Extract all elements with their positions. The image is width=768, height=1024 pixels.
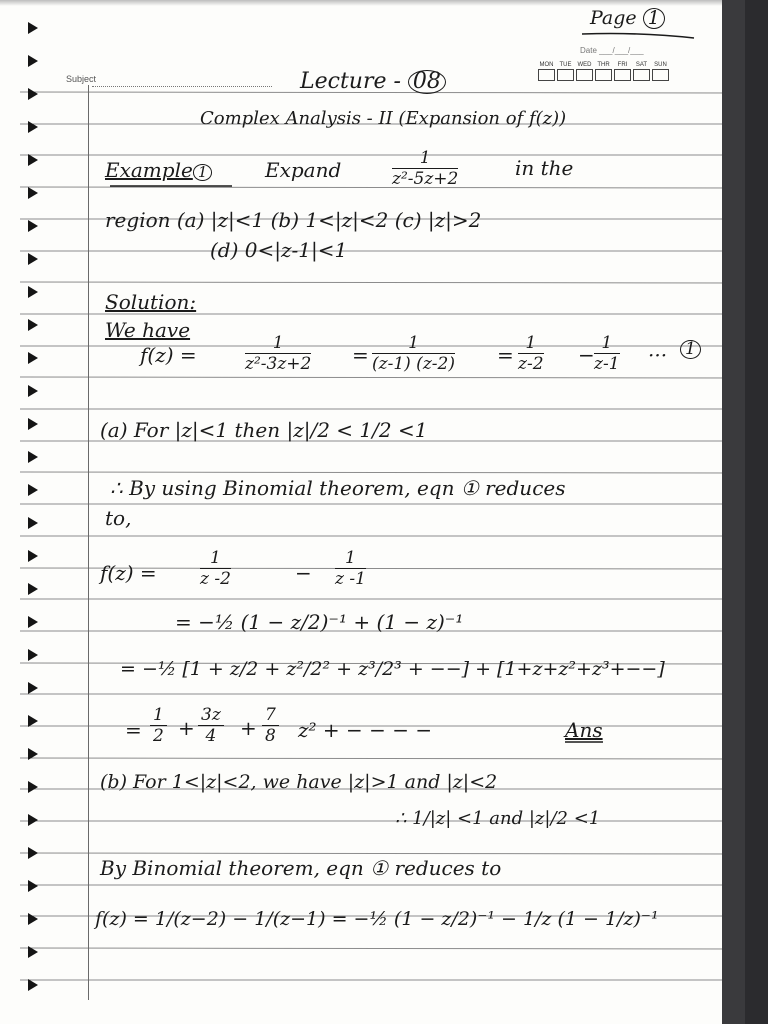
f4-den: z-1	[594, 354, 620, 374]
topic-title: Complex Analysis - II (Expansion of f(z))	[200, 108, 567, 129]
fz-label: f(z) =	[140, 343, 197, 367]
expand-word: Expand	[265, 158, 342, 182]
day-label: FRI	[617, 62, 628, 68]
page-number-circle: 1	[643, 8, 665, 29]
subject-label: Subject	[66, 74, 97, 84]
a-l1-d2: z -1	[335, 569, 366, 589]
a-line2: = −½ (1 − z/2)⁻¹ + (1 − z)⁻¹	[175, 610, 464, 634]
a-line3: = −½ [1 + z/2 + z²/2² + z³/2³ + −−] + [1+z+z²+z³+−−]	[120, 658, 665, 680]
part-a: (a) For |z|<1 then |z|/2 < 1/2 <1	[100, 418, 428, 442]
eqn-tag-circle: 1	[680, 340, 701, 359]
example-frac-num: 1	[392, 148, 458, 169]
f-minus: −	[578, 343, 595, 367]
a-l1-minus: −	[295, 561, 312, 585]
a-line1-lhs: f(z) =	[100, 561, 157, 585]
f2-den: (z-1) (z-2)	[372, 354, 455, 374]
page-label: Page	[590, 7, 637, 29]
day-label: MON	[539, 62, 554, 68]
binomial-b: By Binomial theorem, eqn ① reduces to	[100, 856, 502, 880]
we-have: We have	[105, 318, 191, 342]
a-l4-n3: 7	[262, 705, 279, 726]
a-l4-n1: 1	[150, 705, 167, 726]
f4-num: 1	[594, 333, 620, 354]
a-l4-tail: z² + − − − −	[298, 718, 433, 742]
to-word: to,	[105, 506, 132, 530]
answer-label: Ans	[565, 718, 603, 742]
example-frac-den: z²-5z+2	[392, 169, 459, 189]
example-label: Example	[105, 158, 193, 182]
date-label: Date ___/___/___	[580, 46, 644, 55]
day-label: WED	[577, 62, 592, 68]
f3-num: 1	[518, 333, 544, 354]
a-l1-n1: 1	[200, 548, 231, 569]
f-eq-2: =	[497, 343, 514, 367]
b-line: f(z) = 1/(z−2) − 1/(z−1) = −½ (1 − z/2)⁻¹ − 1/z (1 − 1/z)⁻¹	[95, 908, 659, 930]
solution-heading: Solution:	[105, 290, 197, 314]
day-label: THR	[597, 62, 610, 68]
f1-num: 1	[245, 333, 311, 354]
f-eq-1: =	[352, 343, 369, 367]
a-l4-d2: 4	[205, 726, 217, 746]
lecture-number: 08	[408, 70, 446, 94]
regions: region (a) |z|<1 (b) 1<|z|<2 (c) |z|>2	[105, 208, 482, 232]
example-number: 1	[193, 164, 213, 181]
a-l1-d1: z -2	[200, 569, 231, 589]
day-label: SAT	[635, 62, 648, 68]
day-label: TUE	[559, 62, 572, 68]
in-the: in the	[515, 156, 574, 180]
a-l4-plus2: +	[240, 716, 257, 740]
region-d: (d) 0<|z-1|<1	[210, 238, 348, 262]
f-dots: ···	[648, 343, 668, 367]
f2-num: 1	[372, 333, 455, 354]
lecture-label: Lecture -	[300, 69, 408, 94]
binomial-a: ∴ By using Binomial theorem, eqn ① reduces	[110, 476, 566, 500]
page-edge	[722, 0, 745, 1024]
a-l1-n2: 1	[335, 548, 366, 569]
a-l4-plus: +	[178, 716, 195, 740]
f1-den: z²-3z+2	[245, 354, 312, 374]
f3-den: z-2	[518, 354, 544, 374]
a-l4-d3: 8	[265, 726, 276, 746]
part-b: (b) For 1<|z|<2, we have |z|>1 and |z|<2	[100, 771, 498, 793]
day-label: SUN	[654, 62, 667, 68]
a-line4-lhs: =	[125, 718, 142, 742]
a-l4-n2: 3z	[198, 705, 224, 726]
part-b2: ∴ 1/|z| <1 and |z|/2 <1	[395, 808, 601, 829]
page-underline	[582, 34, 694, 39]
a-l4-d1: 2	[153, 726, 164, 746]
